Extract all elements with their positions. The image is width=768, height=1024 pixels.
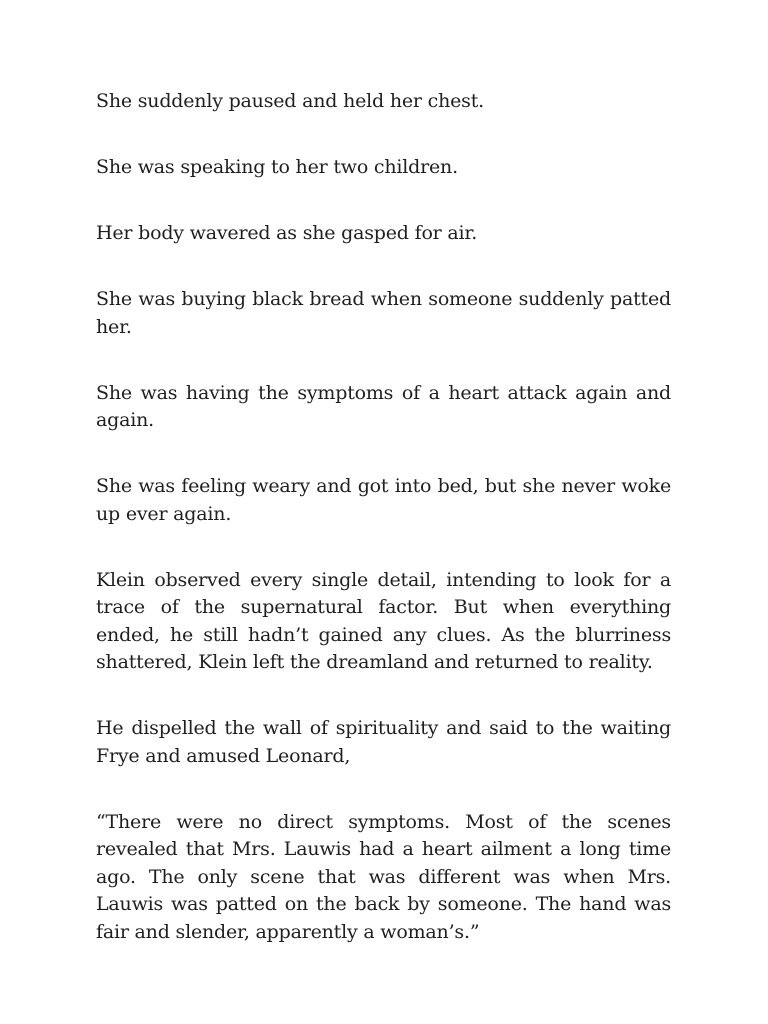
paragraph: Her body wavered as she gasped for air. xyxy=(96,222,478,244)
document-page xyxy=(96,88,671,985)
paragraph: “There were no direct symptoms. Most of the scenes revealed that Mrs. Lauwis had a heart ailment a long time ago. The only scene that was different was when Mrs. Lauwis was patted on the back by someone. The hand was fair and slender, apparently a woman’s.” xyxy=(96,810,671,943)
paragraph: Klein observed every single detail, intending to look for a trace of the supernatural factor. But when everything ended, he still hadn’t gained any clues. As the blurriness shattered, Klein left the dreamland and returned to reality. xyxy=(96,568,671,673)
paragraph: She was speaking to her two children. xyxy=(96,156,458,178)
paragraph: She was having the symptoms of a heart attack again and again. xyxy=(96,381,671,431)
paragraph: She suddenly paused and held her chest. xyxy=(96,90,484,112)
paragraph: She was buying black bread when someone suddenly patted her. xyxy=(96,288,671,338)
paragraph: She was feeling weary and got into bed, but she never woke up ever again. xyxy=(96,475,671,525)
paragraph: He dispelled the wall of spirituality and said to the waiting Frye and amused Leonard, xyxy=(96,717,671,767)
